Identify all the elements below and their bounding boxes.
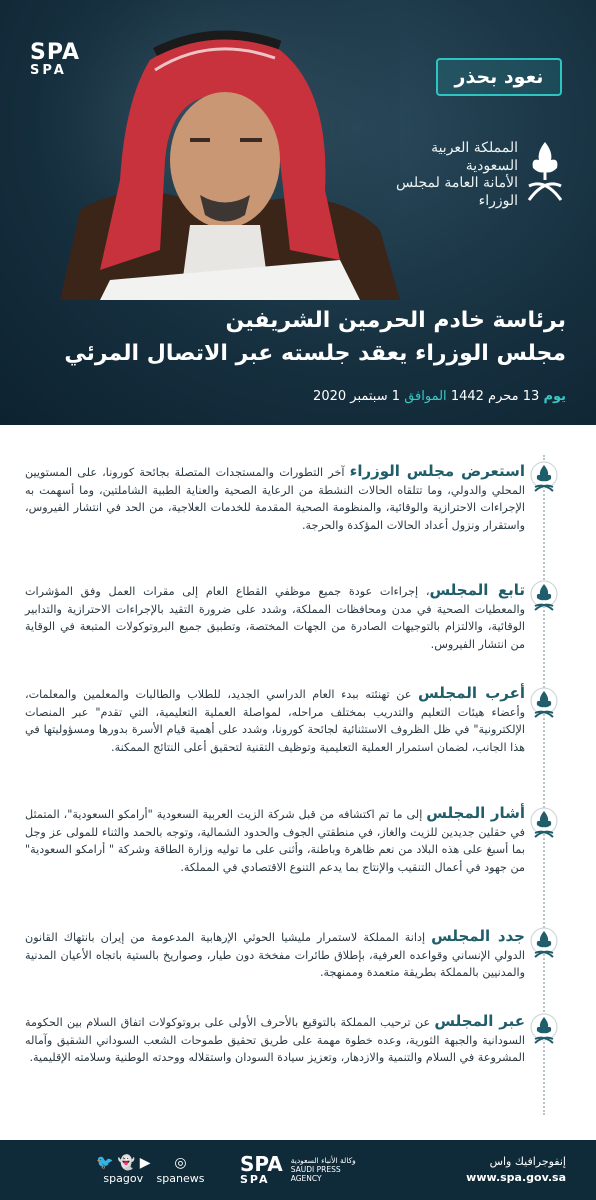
spa-logo: [30, 42, 80, 77]
date-separator: الموافق: [404, 389, 447, 404]
agency-name-en-1: SAUDI PRESS: [290, 1165, 341, 1174]
item-lead: جدد المجلس: [431, 927, 525, 945]
infographic-label: إنفوجرافيك واس: [489, 1155, 566, 1168]
item-text: إدانة المملكة لاستمرار مليشيا الحوثي الإرهابية المدعومة من إيران بانتهاك القانون الدولي الإنساني وقواعده العرفية، بإطلاق طائرات مفخخة دون طيار، وصواريخ بالستية باتجاه الأعيان المدنية والمدنيين بالمملكة بطريقة متعمدة وممنهجة.: [25, 931, 525, 979]
social-handle-spanews: spanews: [156, 1172, 205, 1185]
king-photo: [40, 0, 400, 300]
saudi-emblem-icon: [525, 138, 565, 204]
news-item: [25, 1013, 525, 1067]
news-item: [25, 582, 525, 653]
council-title-line1: المملكة العربية السعودية: [431, 140, 518, 174]
spa-logo-top: SPA: [30, 40, 80, 65]
spa-footer-logo-top: SPA: [240, 1152, 283, 1176]
headline-line1: برئاسة خادم الحرمين الشريفين: [225, 308, 566, 333]
social-handle-spagov: spagov: [103, 1172, 144, 1185]
campaign-badge: نعود بحذر: [436, 58, 562, 96]
item-text: عن تهنئته ببدء العام الدراسي الجديد، للطلاب والطالبات والمعلمين والمعلمات، وأعضاء هيئات التعليم والتدريب بمختلف مراحله، لمواصلة العملية التعليمية، التي تقدم" عبر المنصات الإلكترونية" في ظل الظروف الاستثنائية لجائحة كورونا، وشدد على أهمية قيام الأسرة بدورها ومسؤوليتها في هذا الجانب، لضمان استمرار العملية التعليمية وتوظيف التقنية لتحقيق أعلى النتائج الممكنة.: [25, 688, 525, 754]
emblem-icon: [530, 461, 558, 497]
item-lead: أشار المجلس: [426, 804, 525, 822]
date-hijri: 13 محرم 1442: [450, 389, 540, 404]
emblem-icon: [530, 580, 558, 616]
header-banner: [0, 0, 596, 425]
item-lead: استعرض مجلس الوزراء: [349, 462, 526, 480]
agency-logo: [240, 1154, 356, 1185]
item-lead: عبر المجلس: [434, 1012, 525, 1030]
spa-footer-logo-bottom: SPA: [240, 1173, 270, 1186]
emblem-icon: [530, 927, 558, 963]
date-gregorian: 1 سبتمبر 2020: [313, 389, 401, 404]
emblem-icon: [530, 1013, 558, 1049]
emblem-icon: [530, 807, 558, 843]
council-secretariat-title: [376, 140, 518, 210]
social-spanews[interactable]: [157, 1156, 205, 1185]
emblem-icon: [530, 687, 558, 723]
instagram-icon: ◎: [174, 1155, 187, 1171]
news-item: [25, 928, 525, 982]
website-link[interactable]: www.spa.gov.sa: [466, 1171, 566, 1184]
headline-line2: مجلس الوزراء يعقد جلسته عبر الاتصال المرئي: [64, 341, 566, 366]
item-lead: أعرب المجلس: [418, 684, 525, 702]
footer-info: [466, 1154, 566, 1186]
item-text: إلى ما تم اكتشافه من قبل شركة الزيت العربية السعودية "أرامكو السعودية"، المتمثل في حقلين جديدين للزيت والغاز، في منطقتي الجوف والحدود الشمالية، وتوجه بالحمد والثناء للمولى عز وجل بما أسبغ على هذه البلاد من نعم ظاهرة وباطنة، وأثنى على ما توليه وزارة الطاقة وشركة " أرامكو السعودية" من جهود في أعمال التنقيب والإنتاج بما يدعم التنوع الاقتصادي في المملكة.: [25, 808, 525, 874]
news-item: [25, 805, 525, 876]
headline: [26, 305, 566, 371]
twitter-snapchat-youtube-icons: 🐦 👻 ▶: [96, 1155, 151, 1171]
item-text: ، إجراءات عودة جميع موظفي القطاع العام إلى مقرات العمل وفق المؤشرات والمعطيات الصحية في مدن ومحافظات المملكة، وشدد على ضرورة التقيد بالإجراءات الاحترازية والتدابير الوقائية، والالتزام بالتوجيهات الصادرة من الجهات المختصة، وتطبيق جميع البروتوكولات المتبعة في الوقاية من انتشار الفيروس.: [25, 585, 525, 651]
spa-footer-logo: [240, 1154, 283, 1185]
spa-logo-bottom: SPA: [30, 63, 67, 78]
content-section: [0, 425, 596, 1140]
social-links: [96, 1156, 204, 1185]
council-title-line2: الأمانة العامة لمجلس الوزراء: [395, 175, 518, 209]
item-text: عن ترحيب المملكة بالتوقيع بالأحرف الأولى على بروتوكولات اتفاق السلام بين الحكومة السودانية والجبهة الثورية، وعده خطوة مهمة على طريق تحقيق طموحات الشعب السوداني الشقيق وآماله المشروعة في السلام والتنمية والازدهار، وتعزيز سيادة السودان واستقلاله ووحدته الوطنية وسلامته الإقليمية.: [25, 1016, 525, 1064]
agency-name-ar: وكالة الأنباء السعودية: [290, 1156, 356, 1165]
news-item: [25, 463, 525, 534]
session-date: [26, 389, 566, 404]
social-spagov[interactable]: [96, 1156, 151, 1185]
date-day-label: يوم: [543, 389, 566, 404]
item-lead: تابع المجلس: [429, 581, 525, 599]
agency-name-en-2: AGENCY: [290, 1174, 322, 1183]
agency-name: [291, 1156, 356, 1183]
item-text: آخر التطورات والمستجدات المتصلة بجائحة كورونا، على المستويين المحلي والدولي، وما تتلقاه الحالات النشطة من الرعاية الصحية والعناية الطبية الشاملتين، وما أسهمت به الإجراءات الاحترازية والوقائية، والمنظومة الصحية المقدمة للخدمات العلاجية، من الحد في انتشار الفيروس، واستقرار ونزول أعداد الحالات المؤكدة والحرجة.: [25, 466, 525, 532]
news-item: [25, 685, 525, 756]
footer-bar: [0, 1140, 596, 1200]
